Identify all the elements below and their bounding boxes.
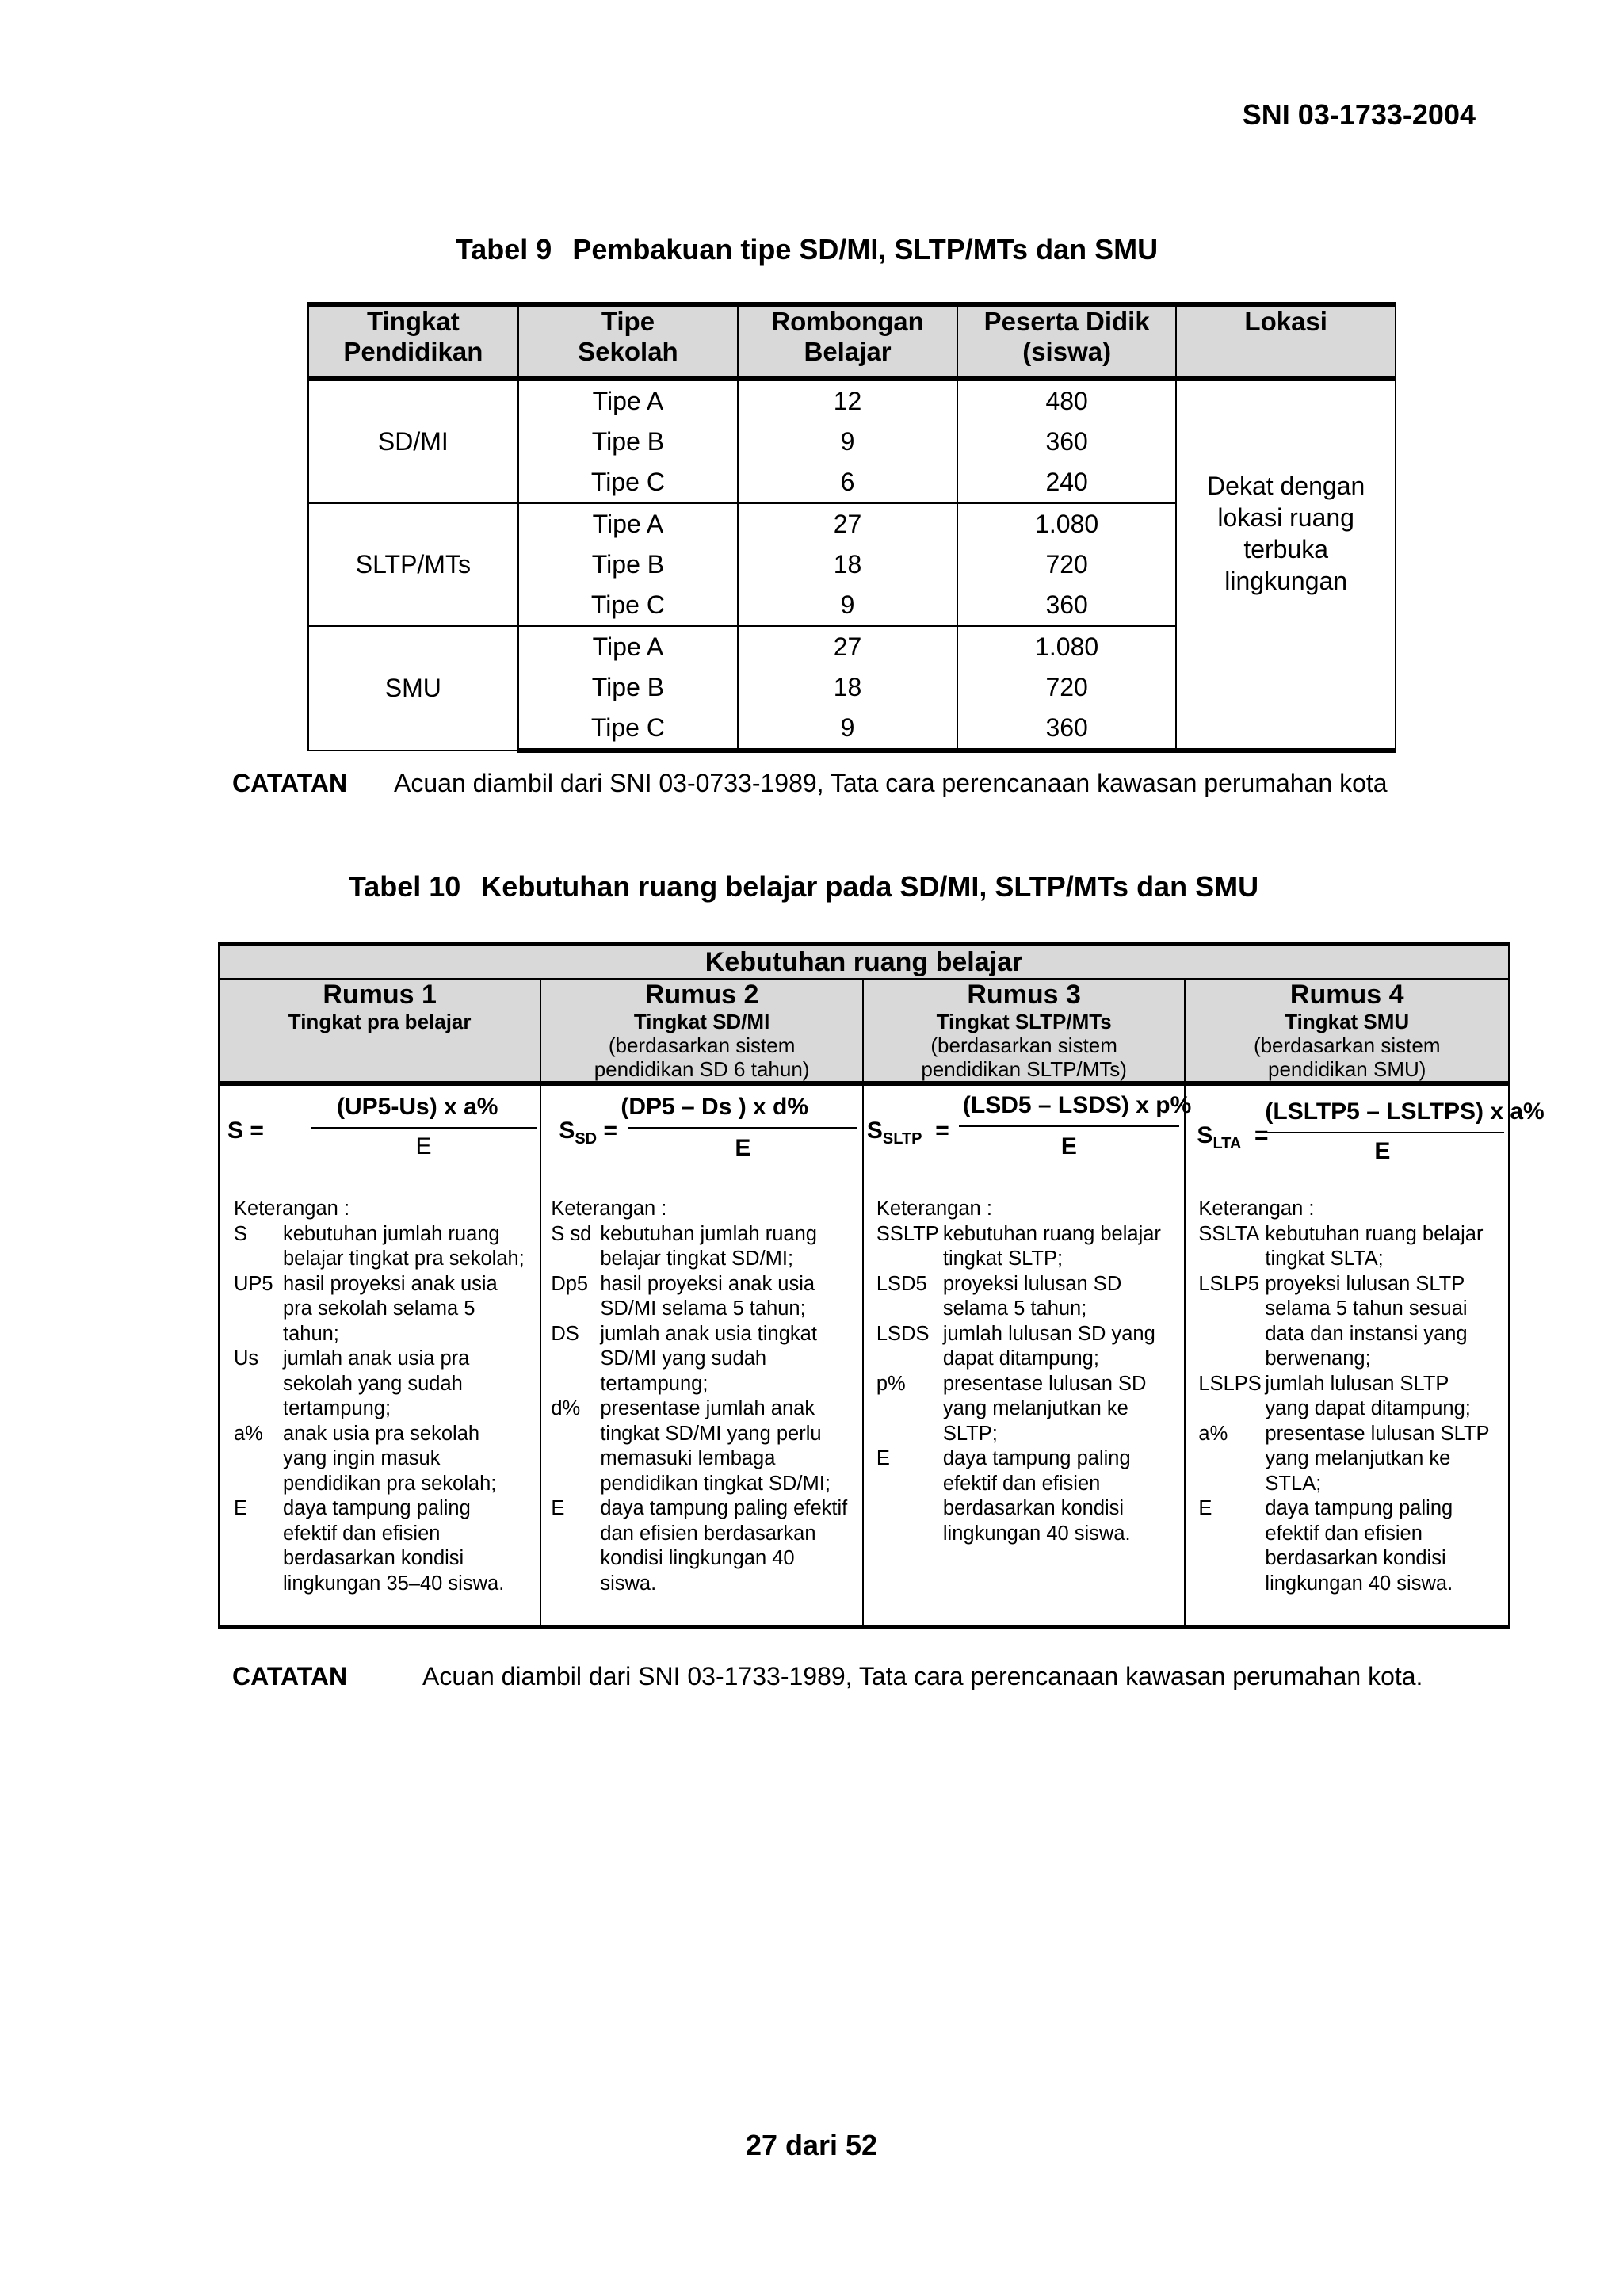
legend-value: daya tampung paling efektif dan efisien berdasarkan kondisi lingkungan 40 siswa. [1265,1497,1453,1595]
legend-item [551,1222,850,1272]
table-cell-peserta: 240 [957,462,1176,503]
note-text: Acuan diambil dari SNI 03-1733-1989, Tata cara perencanaan kawasan perumahan kota. [422,1662,1423,1690]
table9-note [232,769,1388,798]
formula-lhs-subscript: SD [575,1130,598,1148]
legend-value: daya tampung paling efektif dan efisien berdasarkan kondisi lingkungan 35–40 siswa. [283,1497,505,1595]
legend-key: SSLTP [876,1222,939,1245]
formula-lhs [227,1117,264,1144]
table-cell-rombongan: 27 [738,626,957,667]
table-cell-peserta: 360 [957,708,1176,751]
table10-note [232,1660,1475,1693]
fraction-line [959,1125,1179,1127]
table-cell-rombongan: 9 [738,422,957,462]
formula-title: Rumus 1 [323,980,437,1010]
legend-key: p% [876,1372,906,1395]
legend-value: presentase lulusan SLTP yang melanjutkan ke STLA; [1265,1422,1489,1495]
table10-top-header: Kebutuhan ruang belajar [219,944,1509,979]
legend-item [1198,1422,1495,1497]
legend-item [876,1372,1173,1447]
table9-column-header: Peserta Didik (siswa) [957,304,1176,379]
formula-lhs [1197,1122,1268,1153]
formula-lhs [867,1117,949,1148]
table-cell-rombongan: 6 [738,462,957,503]
table-cell-rombongan: 18 [738,544,957,585]
note-label: CATATAN [232,1662,348,1690]
table-cell-tipe: Tipe C [518,585,738,626]
fraction-line [628,1127,857,1129]
legend-key: LSLPS [1198,1372,1262,1395]
legend-key: LSD5 [876,1272,927,1295]
legend-value: kebutuhan jumlah ruang belajar tingkat SD/MI; [600,1222,817,1270]
legend-block [234,1197,529,1596]
legend-value: presentase lulusan SD yang melanjutkan ke SLTP; [942,1372,1147,1445]
table9-column-header: Tingkat Pendidikan [308,304,518,379]
formula-cell [863,1083,1192,1627]
table10 [218,942,1545,1629]
formula-subtitle: Tingkat SLTP/MTs [936,1010,1112,1033]
legend-value: anak usia pra sekolah yang ingin masuk pendidikan pra sekolah; [283,1422,497,1495]
fraction-line [1260,1132,1504,1133]
table-cell-peserta: 360 [957,585,1176,626]
legend-key: E [551,1497,565,1519]
table-cell-tipe: Tipe B [518,544,738,585]
legend-key: a% [1198,1422,1228,1445]
table10-caption [0,870,1615,904]
table-cell-rombongan: 12 [738,379,957,422]
formula-cell [219,1083,540,1627]
formula-column-header [219,979,540,1083]
table-cell-tipe: Tipe A [518,626,738,667]
legend-key: LSDS [876,1322,930,1345]
table-cell-peserta: 1.080 [957,503,1176,544]
legend-item [234,1496,529,1596]
legend-item [234,1347,529,1422]
note-label: CATATAN [232,769,348,797]
table10-body-row [219,1083,1509,1627]
formula-lhs-symbol: S [559,1117,575,1144]
table-cell-peserta: 720 [957,667,1176,708]
legend-block [1198,1197,1495,1596]
note-text: Acuan diambil dari SNI 03-0733-1989, Tata cara perencanaan kawasan perumahan kota [394,769,1388,797]
legend-key: Us [234,1347,259,1370]
table-cell-rombongan: 18 [738,667,957,708]
legend-key: E [876,1447,890,1469]
formula-numerator: (UP5-Us) x a% [337,1094,498,1120]
legend-value: daya tampung paling efektif dan efisien berdasarkan kondisi lingkungan 40 siswa. [600,1497,848,1595]
legend-item [876,1272,1173,1322]
legend-key: a% [234,1422,263,1445]
formula-lhs-equals: = [597,1117,617,1144]
formula-denominator: E [415,1133,432,1159]
table-cell-peserta: 480 [957,379,1176,422]
formula-denominator: E [735,1135,751,1161]
legend-item [1198,1496,1495,1596]
legend-item [1198,1222,1495,1272]
table10-caption-number: Tabel 10 [348,870,461,903]
formula-subtitle: Tingkat SMU [1285,1010,1410,1033]
table9-body [308,379,1396,751]
table-cell-tipe: Tipe C [518,462,738,503]
legend-key: DS [551,1322,579,1345]
legend-key: LSLP5 [1198,1272,1259,1295]
formula-lhs-equals: = [1241,1122,1269,1148]
legend-item [1198,1272,1495,1372]
legend-block [551,1197,850,1596]
legend-value: kebutuhan ruang belajar tingkat SLTA; [1265,1222,1484,1270]
formula-numerator: (DP5 – Ds ) x d% [621,1094,809,1120]
legend-item [551,1396,850,1496]
formula-lhs-subscript: LTA [1212,1135,1242,1152]
legend-block [876,1197,1173,1546]
formula-subtitle: Tingkat pra belajar [288,1010,472,1033]
formula-subnote: (berdasarkan sistem pendidikan SD 6 tahun) [594,1033,810,1081]
formula-lhs [559,1117,617,1148]
formula-denominator: E [1060,1133,1077,1159]
legend-value: hasil proyeksi anak usia SD/MI selama 5 tahun; [600,1272,815,1320]
formula-column-header [540,979,863,1083]
table10-header-row [219,979,1509,1083]
table9-caption [0,233,1618,266]
formula-cell [540,1083,863,1627]
formula-cell [1185,1083,1545,1627]
formula-subtitle: Tingkat SD/MI [633,1010,770,1033]
formula-lhs-equals: = [922,1117,949,1144]
formula-denominator: E [1374,1138,1391,1164]
legend-title: Keterangan : [234,1198,350,1220]
table-row [308,379,1396,422]
legend-item [234,1272,529,1347]
legend-title: Keterangan : [1198,1198,1315,1220]
formula-title: Rumus 3 [967,980,1081,1010]
legend-item [551,1496,850,1596]
table9-column-header: Rombongan Belajar [738,304,957,379]
legend-value: jumlah lulusan SD yang dapat ditampung; [942,1322,1155,1370]
legend-item [1198,1372,1495,1422]
legend-key: SSLTA [1198,1222,1260,1245]
formula-subnote: (berdasarkan sistem pendidikan SMU) [1253,1033,1441,1081]
table-cell-rombongan: 9 [738,708,957,751]
table9-column-header: Tipe Sekolah [518,304,738,379]
table9-caption-number: Tabel 9 [455,233,552,266]
education-level-cell: SD/MI [308,379,518,503]
legend-value: jumlah lulusan SLTP yang dapat ditampung; [1265,1372,1471,1419]
formula-column-header [1185,979,1509,1083]
legend-value: jumlah anak usia pra sekolah yang sudah tertampung; [283,1347,470,1419]
legend-value: kebutuhan jumlah ruang belajar tingkat pra sekolah; [283,1222,525,1270]
legend-value: kebutuhan ruang belajar tingkat SLTP; [942,1222,1161,1270]
formula-title: Rumus 2 [644,980,759,1010]
legend-key: E [234,1497,248,1519]
table9-header-row [308,304,1396,379]
legend-item [876,1222,1173,1272]
formula-lhs-subscript: SLTP [882,1130,922,1148]
legend-value: proyeksi lulusan SD selama 5 tahun; [942,1272,1122,1320]
table-cell-tipe: Tipe A [518,379,738,422]
table9-caption-title: Pembakuan tipe SD/MI, SLTP/MTs dan SMU [572,233,1159,266]
legend-item [876,1446,1173,1546]
legend-value: proyeksi lulusan SLTP selama 5 tahun sesuai data dan instansi yang berwenang; [1265,1272,1468,1370]
table9-column-header: Lokasi [1176,304,1396,379]
table9 [307,302,1396,753]
legend-value: daya tampung paling efektif dan efisien berdasarkan kondisi lingkungan 40 siswa. [942,1447,1131,1545]
legend-key: E [1198,1497,1212,1519]
table-cell-tipe: Tipe C [518,708,738,751]
table10-caption-title: Kebutuhan ruang belajar pada SD/MI, SLTP/MTs dan SMU [481,870,1259,903]
legend-value: jumlah anak usia tingkat SD/MI yang sudah tertampung; [600,1322,817,1395]
formula-numerator: (LSD5 – LSDS) x p% [962,1092,1192,1118]
legend-key: UP5 [234,1272,273,1295]
legend-key: Dp5 [551,1272,589,1295]
fraction-line [311,1127,537,1129]
table-cell-peserta: 360 [957,422,1176,462]
legend-title: Keterangan : [876,1198,992,1220]
formula-numerator: (LSLTP5 – LSLTPS) x a% [1265,1098,1545,1125]
formula-column-header [863,979,1186,1083]
legend-item [551,1322,850,1397]
formula-title: Rumus 4 [1289,980,1404,1010]
formula-lhs-symbol: S = [227,1117,264,1144]
table-cell-tipe: Tipe B [518,422,738,462]
education-level-cell: SMU [308,626,518,751]
legend-title: Keterangan : [551,1198,667,1220]
table-cell-tipe: Tipe B [518,667,738,708]
legend-item [234,1422,529,1497]
formula-lhs-symbol: S [866,1117,883,1144]
legend-value: hasil proyeksi anak usia pra sekolah selama 5 tahun; [283,1272,498,1345]
legend-item [551,1272,850,1322]
education-level-cell: SLTP/MTs [308,503,518,626]
location-cell: Dekat dengan lokasi ruang terbuka lingkungan [1176,379,1396,751]
formula-subnote: (berdasarkan sistem pendidikan SLTP/MTs) [921,1033,1127,1081]
legend-key: d% [551,1397,581,1419]
legend-item [876,1322,1173,1372]
formula-lhs-symbol: S [1197,1122,1213,1148]
legend-item [234,1222,529,1272]
legend-key: S sd [551,1222,592,1245]
table-cell-rombongan: 9 [738,585,957,626]
table-cell-peserta: 720 [957,544,1176,585]
document-id: SNI 03-1733-2004 [1242,98,1476,131]
legend-value: presentase jumlah anak tingkat SD/MI yang perlu memasuki lembaga pendidikan tingkat SD/MI; [600,1397,831,1495]
table-cell-rombongan: 27 [738,503,957,544]
page-number: 27 dari 52 [745,2129,878,2161]
table-cell-tipe: Tipe A [518,503,738,544]
table-cell-peserta: 1.080 [957,626,1176,667]
legend-key: S [234,1222,248,1245]
